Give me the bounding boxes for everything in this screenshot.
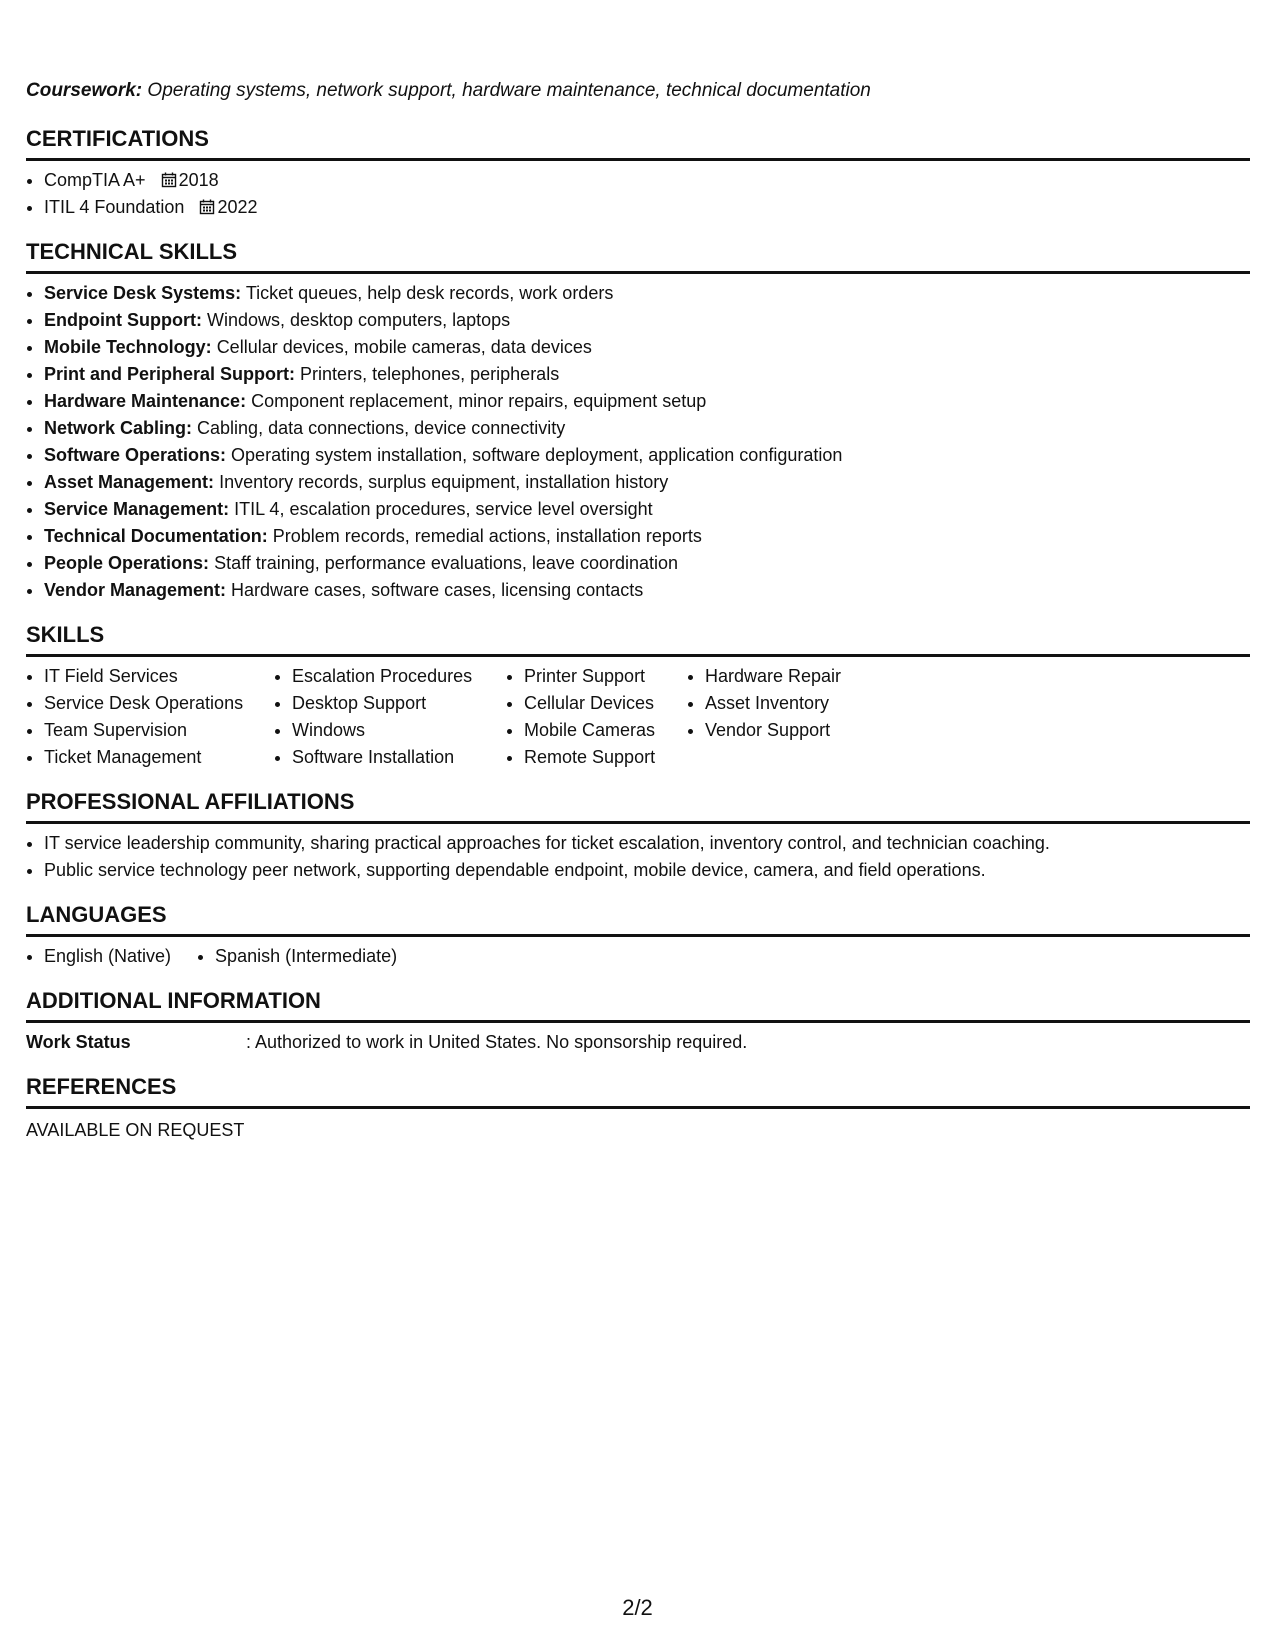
skills-column	[506, 663, 687, 771]
resume-page	[26, 76, 1250, 1160]
affiliations-list	[26, 830, 1250, 884]
section-title-references: REFERENCES	[26, 1072, 1250, 1109]
section-title-technical-skills: TECHNICAL SKILLS	[26, 237, 1250, 274]
technical-skill-label: Asset Management:	[44, 472, 215, 492]
skills-grid	[26, 663, 1250, 771]
skill-item: • IT Field Services	[44, 663, 274, 690]
technical-skill-label: Technical Documentation:	[44, 526, 268, 546]
technical-skill-label: Mobile Technology:	[44, 337, 212, 357]
technical-skill-label: Network Cabling:	[44, 418, 193, 438]
calendar-icon	[161, 172, 177, 188]
skill-item: • Escalation Procedures	[292, 663, 506, 690]
certification-year: 2022	[217, 197, 258, 217]
technical-skill-text: Operating system installation, software deployment, application configuration	[231, 445, 843, 465]
technical-skill-label: Vendor Management:	[44, 580, 227, 600]
section-title-certifications: CERTIFICATIONS	[26, 124, 1250, 161]
skill-item: • Asset Inventory	[705, 690, 905, 717]
section-title-additional-info: ADDITIONAL INFORMATION	[26, 986, 1250, 1023]
skill-item: • Software Installation	[292, 744, 506, 771]
certifications-list	[26, 167, 1250, 221]
skill-item: • Ticket Management	[44, 744, 274, 771]
technical-skill-text: Windows, desktop computers, laptops	[206, 310, 511, 330]
affiliations-section	[26, 787, 1250, 884]
technical-skill-text: Component replacement, minor repairs, equipment setup	[251, 391, 707, 411]
technical-skill-label: Hardware Maintenance:	[44, 391, 247, 411]
technical-skill-text: Problem records, remedial actions, installation reports	[272, 526, 702, 546]
technical-skill-label: Software Operations:	[44, 445, 227, 465]
technical-skill-item	[44, 307, 1250, 334]
references-text: AVAILABLE ON REQUEST	[26, 1120, 245, 1140]
certification-name: ITIL 4 Foundation	[44, 197, 185, 217]
technical-skill-item	[44, 442, 1250, 469]
technical-skill-label: Service Management:	[44, 499, 230, 519]
technical-skill-label: Service Desk Systems:	[44, 283, 242, 303]
technical-skill-text: ITIL 4, escalation procedures, service level oversight	[234, 499, 653, 519]
work-status-value: : Authorized to work in United States. No sponsorship required.	[246, 1032, 748, 1052]
technical-skill-text: Hardware cases, software cases, licensing contacts	[231, 580, 644, 600]
technical-skill-item	[44, 550, 1250, 577]
skills-column	[26, 663, 274, 771]
technical-skills-list	[26, 280, 1250, 604]
certification-name: CompTIA A+	[44, 170, 146, 190]
languages-section	[26, 900, 1250, 970]
certification-item	[44, 167, 1250, 194]
technical-skill-text: Cabling, data connections, device connectivity	[197, 418, 566, 438]
technical-skill-item	[44, 280, 1250, 307]
technical-skill-text: Ticket queues, help desk records, work orders	[245, 283, 614, 303]
technical-skill-text: Printers, telephones, peripherals	[300, 364, 560, 384]
certification-year: 2018	[178, 170, 219, 190]
technical-skill-item	[44, 334, 1250, 361]
technical-skill-item	[44, 496, 1250, 523]
certifications-section	[26, 124, 1250, 221]
technical-skill-item	[44, 523, 1250, 550]
technical-skill-item	[44, 415, 1250, 442]
technical-skills-section	[26, 237, 1250, 604]
references-section	[26, 1072, 1250, 1144]
page-number: 2/2	[622, 1595, 653, 1620]
technical-skill-item	[44, 361, 1250, 388]
technical-skill-label: Print and Peripheral Support:	[44, 364, 296, 384]
skills-column	[274, 663, 506, 771]
skills-section	[26, 620, 1250, 771]
work-status-row	[26, 1029, 1250, 1056]
technical-skill-label: People Operations:	[44, 553, 210, 573]
additional-info-section	[26, 986, 1250, 1056]
affiliation-item: • IT service leadership community, sharing practical approaches for ticket escalation, inventory control, and technician coaching.	[44, 830, 1250, 857]
technical-skill-item	[44, 388, 1250, 415]
coursework-text: Operating systems, network support, hardware maintenance, technical documentation	[147, 80, 871, 101]
language-item: • Spanish (Intermediate)	[215, 943, 397, 970]
skill-item: • Vendor Support	[705, 717, 905, 744]
skill-item: • Printer Support	[524, 663, 687, 690]
calendar-icon	[199, 199, 215, 215]
coursework-label: Coursework:	[26, 80, 143, 101]
certification-item	[44, 194, 1250, 221]
technical-skill-item	[44, 469, 1250, 496]
technical-skill-label: Endpoint Support:	[44, 310, 202, 330]
skill-item: • Windows	[292, 717, 506, 744]
affiliation-item: • Public service technology peer network, supporting dependable endpoint, mobile device, camera, and field operations.	[44, 857, 1250, 884]
skills-column	[687, 663, 905, 771]
technical-skill-text: Cellular devices, mobile cameras, data devices	[216, 337, 592, 357]
skill-item: • Mobile Cameras	[524, 717, 687, 744]
skill-item: • Remote Support	[524, 744, 687, 771]
skill-item: • Team Supervision	[44, 717, 274, 744]
section-title-affiliations: PROFESSIONAL AFFILIATIONS	[26, 787, 1250, 824]
skill-item: • Service Desk Operations	[44, 690, 274, 717]
languages-list	[26, 943, 1250, 970]
skill-item: • Hardware Repair	[705, 663, 905, 690]
technical-skill-text: Staff training, performance evaluations, leave coordination	[214, 553, 679, 573]
technical-skill-item	[44, 577, 1250, 604]
section-title-skills: SKILLS	[26, 620, 1250, 657]
work-status-label: Work Status	[26, 1032, 131, 1052]
coursework-line	[26, 76, 1250, 106]
technical-skill-text: Inventory records, surplus equipment, installation history	[219, 472, 669, 492]
section-title-languages: LANGUAGES	[26, 900, 1250, 937]
skill-item: • Desktop Support	[292, 690, 506, 717]
skill-item: • Cellular Devices	[524, 690, 687, 717]
language-item: • English (Native)	[44, 943, 171, 970]
